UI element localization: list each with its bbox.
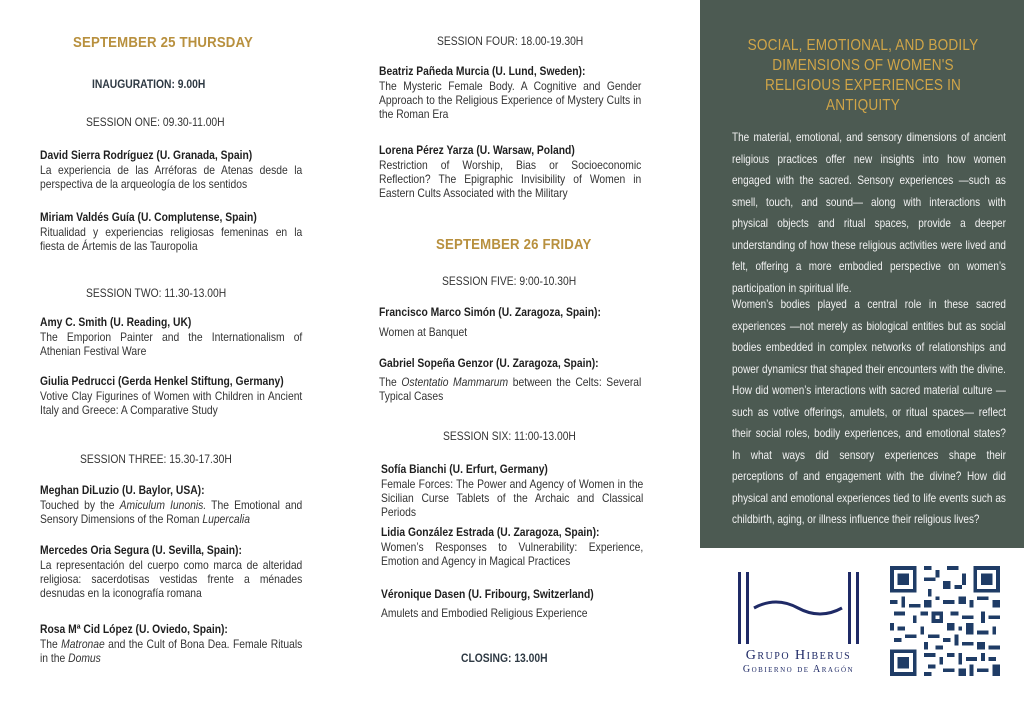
title-part: between the Celts: Several Typical Cases <box>379 375 642 403</box>
title-part: The Emotional and Sensory Dimensions of the Roman <box>40 498 303 526</box>
talk-title: La representación del cuerpo como marca de alteridad religiosa: sacerdotisas vestidas frente a ménades desnudas en la iconografía romana <box>40 558 303 600</box>
talk-title: Ritualidad y experiencias religiosas femeninas en la fiesta de Ártemis de las Tauropolia <box>40 225 303 253</box>
talk-sopena <box>379 356 641 403</box>
talk-title: The Emporion Painter and the Internationalism of Athenian Festival Ware <box>40 330 303 358</box>
talk-title: Female Forces: The Power and Agency of Women in the Sicilian Curse Tablets of the Archaic and Classical Periods <box>381 477 644 519</box>
title-part: Touched by the <box>40 498 120 512</box>
talk-paneda <box>379 64 641 121</box>
talk-gonzalez <box>381 525 643 568</box>
talk-title <box>40 498 302 526</box>
title-italic: Matronae <box>61 637 105 651</box>
talk-smith <box>40 315 302 358</box>
logo-line-2: Gobierno de Aragón <box>742 664 855 675</box>
inauguration-time: INAUGURATION: 9.00H <box>92 77 206 91</box>
hiberus-emblem-icon <box>726 568 871 648</box>
talk-title: Votive Clay Figurines of Women with Children in Ancient Italy and Greece: A Comparative Study <box>40 389 303 417</box>
qr-code-icon[interactable] <box>890 566 1000 676</box>
talk-title: La experiencia de las Arréforas de Atenas desde la perspectiva de la arqueología de los sentidos <box>40 163 303 191</box>
logo-line-1: Grupo Hiberus <box>745 648 852 663</box>
title-italic: Ostentatio Mammarum <box>401 375 509 389</box>
talk-title: Restriction of Worship, Bias or Socioeconomic Reflection? The Epigraphic Invisibility of Women in Eastern Cults Associated with the Military <box>379 158 642 200</box>
talk-diluzio <box>40 483 302 526</box>
session-four-heading: SESSION FOUR: 18.00-19.30H <box>437 34 584 48</box>
speaker-name: Miriam Valdés Guía (U. Complutense, Spain) <box>40 210 257 224</box>
speaker-name: Lorena Pérez Yarza (U. Warsaw, Poland) <box>379 143 575 157</box>
title-italic: Domus <box>68 651 101 665</box>
talk-title <box>40 637 302 665</box>
talk-title: Amulets and Embodied Religious Experience <box>381 606 588 620</box>
session-three-heading: SESSION THREE: 15.30-17.30H <box>80 452 232 466</box>
day-heading-sept26: SEPTEMBER 26 FRIDAY <box>436 236 592 253</box>
speaker-name: Lidia González Estrada (U. Zaragoza, Spain): <box>381 525 600 539</box>
speaker-name: Sofía Bianchi (U. Erfurt, Germany) <box>381 462 548 476</box>
speaker-name: Mercedes Oria Segura (U. Sevilla, Spain): <box>40 543 242 557</box>
panel-paragraph-2: Women’s bodies played a central role in these sacred experiences —not merely as biological entities but as social bodies embedded in complex networks of relationships and power dynamicsr that shaped their encounters with the divine. How did women’s interactions with sacred material culture —such as votive offerings, amulets, or ritual spaces— reflect their social roles, bodily experiences, and emotional states? In what ways did sensory experiences shape their perceptions of and engagement with the divine? How did physical and emotional experiences tied to life events such as childbirth, aging, or illness influence their religious lives? <box>732 297 1006 526</box>
speaker-name: Gabriel Sopeña Genzor (U. Zaragoza, Spain): <box>379 356 599 370</box>
speaker-name: Meghan DiLuzio (U. Baylor, USA): <box>40 483 205 497</box>
grupo-hiberus-logo <box>726 568 871 678</box>
speaker-name: David Sierra Rodríguez (U. Granada, Spain) <box>40 148 253 162</box>
talk-title: Women’s Responses to Vulnerability: Experience, Emotion and Agency in Magical Practices <box>381 540 644 568</box>
session-one-heading: SESSION ONE: 09.30-11.00H <box>86 115 225 129</box>
session-six-heading: SESSION SIX: 11:00-13.00H <box>443 429 576 443</box>
speaker-name: Beatriz Pañeda Murcia (U. Lund, Sweden): <box>379 64 586 78</box>
closing-time: CLOSING: 13.00H <box>461 651 548 665</box>
intro-panel <box>700 0 1024 548</box>
title-italic: Lupercalia <box>202 512 250 526</box>
panel-paragraph-1: The material, emotional, and sensory dimensions of ancient religious practices offer new insights into how women engaged with the sacred. Sensory experiences —such as smell, touch, and sound— along with interactions with physical objects and ritual spaces, provide a deeper understanding of how these religious activities were lived and felt, offering a more embodied perspective on women’s participation in spiritual life. <box>732 130 1006 295</box>
talk-title: Women at Banquet <box>379 325 468 339</box>
talk-title: The Mysteric Female Body. A Cognitive and Gender Approach to the Religious Experience of Mystery Cults in the Roman Era <box>379 79 642 121</box>
talk-bianchi <box>381 462 643 519</box>
title-part: and the Cult of Bona Dea. Female Rituals in the <box>40 637 303 665</box>
speaker-name: Giulia Pedrucci (Gerda Henkel Stiftung, Germany) <box>40 374 284 388</box>
session-five-heading: SESSION FIVE: 9:00-10.30H <box>442 274 577 288</box>
talk-dasen <box>381 587 643 620</box>
talk-sierra <box>40 148 302 191</box>
speaker-name: Amy C. Smith (U. Reading, UK) <box>40 315 192 329</box>
talk-pedrucci <box>40 374 302 417</box>
session-two-heading: SESSION TWO: 11.30-13.00H <box>86 286 227 300</box>
speaker-name: Véronique Dasen (U. Fribourg, Switzerland) <box>381 587 594 601</box>
talk-oria <box>40 543 302 600</box>
talk-title <box>379 375 641 403</box>
talk-cid <box>40 622 302 665</box>
talk-perez <box>379 143 641 200</box>
title-part: The <box>40 637 62 651</box>
panel-title: SOCIAL, EMOTIONAL, AND BODILY DIMENSIONS OF WOMEN'S RELIGIOUS EXPERIENCES IN ANTIQUITY <box>747 37 979 114</box>
talk-valdes <box>40 210 302 253</box>
speaker-name: Rosa Mª Cid López (U. Oviedo, Spain): <box>40 622 228 636</box>
title-italic: Amiculum Iunonis. <box>119 498 207 512</box>
day-heading-sept25: SEPTEMBER 25 THURSDAY <box>73 34 253 51</box>
speaker-name: Francisco Marco Simón (U. Zaragoza, Spain): <box>379 305 601 319</box>
talk-marco <box>379 305 641 339</box>
title-part: The <box>379 375 402 389</box>
